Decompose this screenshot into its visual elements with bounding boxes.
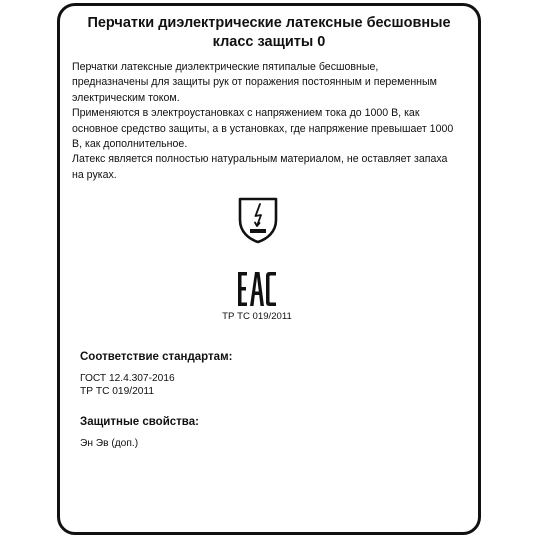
- product-title: [60, 14, 478, 52]
- protective-properties-list: [80, 437, 138, 450]
- eac-caption: ТР ТС 019/2011: [222, 311, 292, 322]
- protective-property-item: Эн Эв (доп.): [80, 438, 139, 449]
- description-line: основное средство защиты, а в установках, где напряжение превышает 1000: [72, 122, 454, 135]
- description-line: Применяются в электроустановках с напряжением тока до 1000 В, как: [72, 107, 420, 120]
- product-title-line-1: Перчатки диэлектрические латексные бесшовные: [87, 15, 451, 31]
- description-line: В, как дополнительное.: [72, 138, 188, 151]
- product-title-line-2: класс защиты 0: [212, 34, 326, 50]
- product-description: [72, 60, 467, 183]
- standards-heading: Соответствие стандартам:: [80, 351, 233, 363]
- standard-item: ГОСТ 12.4.307-2016: [80, 373, 175, 384]
- description-line: Перчатки латексные диэлектрические пятипалые бесшовные,: [72, 61, 379, 73]
- description-line: предназначены для защиты рук от поражения постоянным и переменным: [72, 76, 437, 89]
- eac-mark-icon: [235, 269, 279, 309]
- standards-list: [80, 372, 175, 398]
- product-label-card: [57, 3, 481, 535]
- protective-properties-heading: Защитные свойства:: [80, 416, 199, 428]
- description-line: электрическим током.: [72, 91, 180, 104]
- description-line: Латекс является полностью натуральным материалом, не оставляет запаха: [72, 153, 448, 166]
- electrical-hazard-shield-icon: [236, 196, 280, 244]
- standard-item: ТР ТС 019/2011: [80, 386, 154, 397]
- description-line: на руках.: [72, 168, 117, 181]
